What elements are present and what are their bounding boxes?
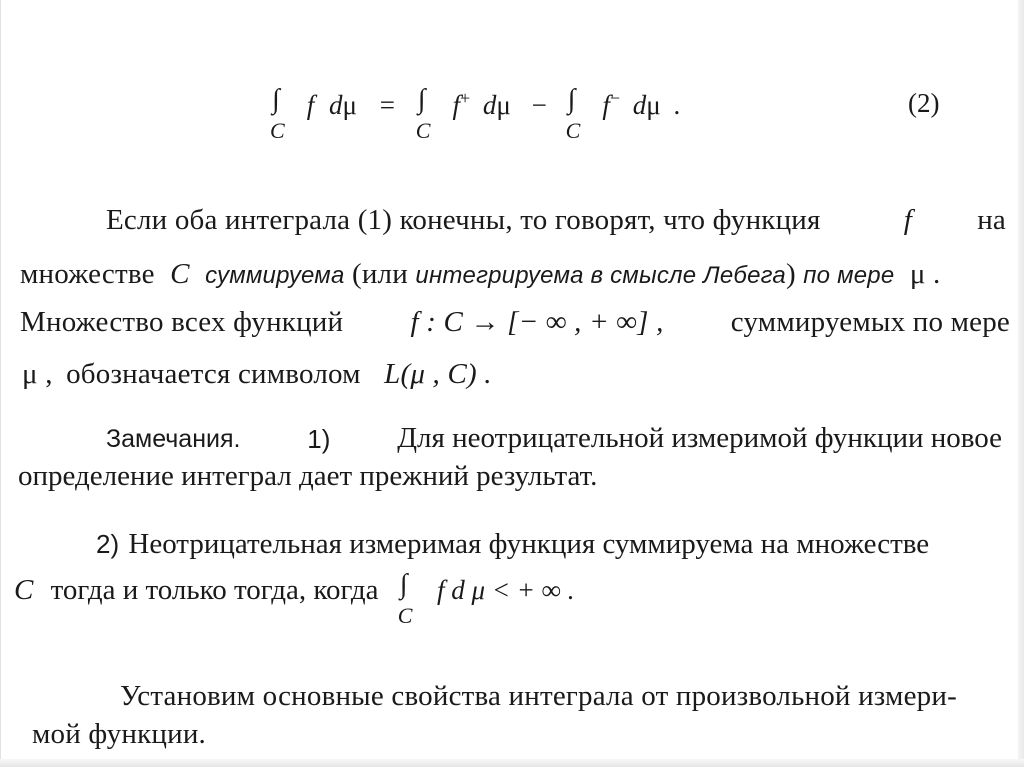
paragraph-1-line-1: Если оба интеграла (1) конечны, то говорят, что функция f на <box>106 204 1006 236</box>
paragraph-1-line-3: Множество всех функций f : C → [− ∞ , + ∞] , суммируемых по мере <box>20 306 1010 338</box>
integral-sign: ∫ C <box>397 569 413 628</box>
slide-right-shadow <box>1018 0 1024 767</box>
slide-page <box>10 8 1014 759</box>
integral-sign: ∫ C <box>270 84 285 143</box>
slide-left-edge <box>0 0 1 767</box>
slide-bottom-shadow <box>0 759 1024 767</box>
closing-line-2: мой функции. <box>32 718 207 750</box>
remark-1-line-1: Замечания. 1) Для неотрицательной измеримой функции новое <box>106 422 1002 454</box>
formula-2: ∫ C f dμ = ∫ C f+ dμ − ∫ C f− dμ . <box>270 84 681 143</box>
closing-line-1: Установим основные свойства интеграла от произвольной измери- <box>120 680 957 712</box>
paragraph-1-line-4: μ , обозначается символом L(μ , C) . <box>22 358 492 390</box>
remark-2-line-1: 2) Неотрицательная измеримая функция суммируема на множестве <box>96 528 930 560</box>
integral-sign: ∫ C <box>415 84 431 143</box>
integral-sign: ∫ C <box>565 84 581 143</box>
remark-2-line-2: C тогда и только тогда, когда ∫ C f d μ < + ∞ . <box>14 569 575 628</box>
equation-number: (2) <box>908 88 940 118</box>
remark-1-line-2: определение интеграл дает прежний результат. <box>18 460 598 492</box>
paragraph-1-line-2: множестве C суммируема (или интегрируема в смысле Лебега) по мере μ . <box>20 258 941 290</box>
